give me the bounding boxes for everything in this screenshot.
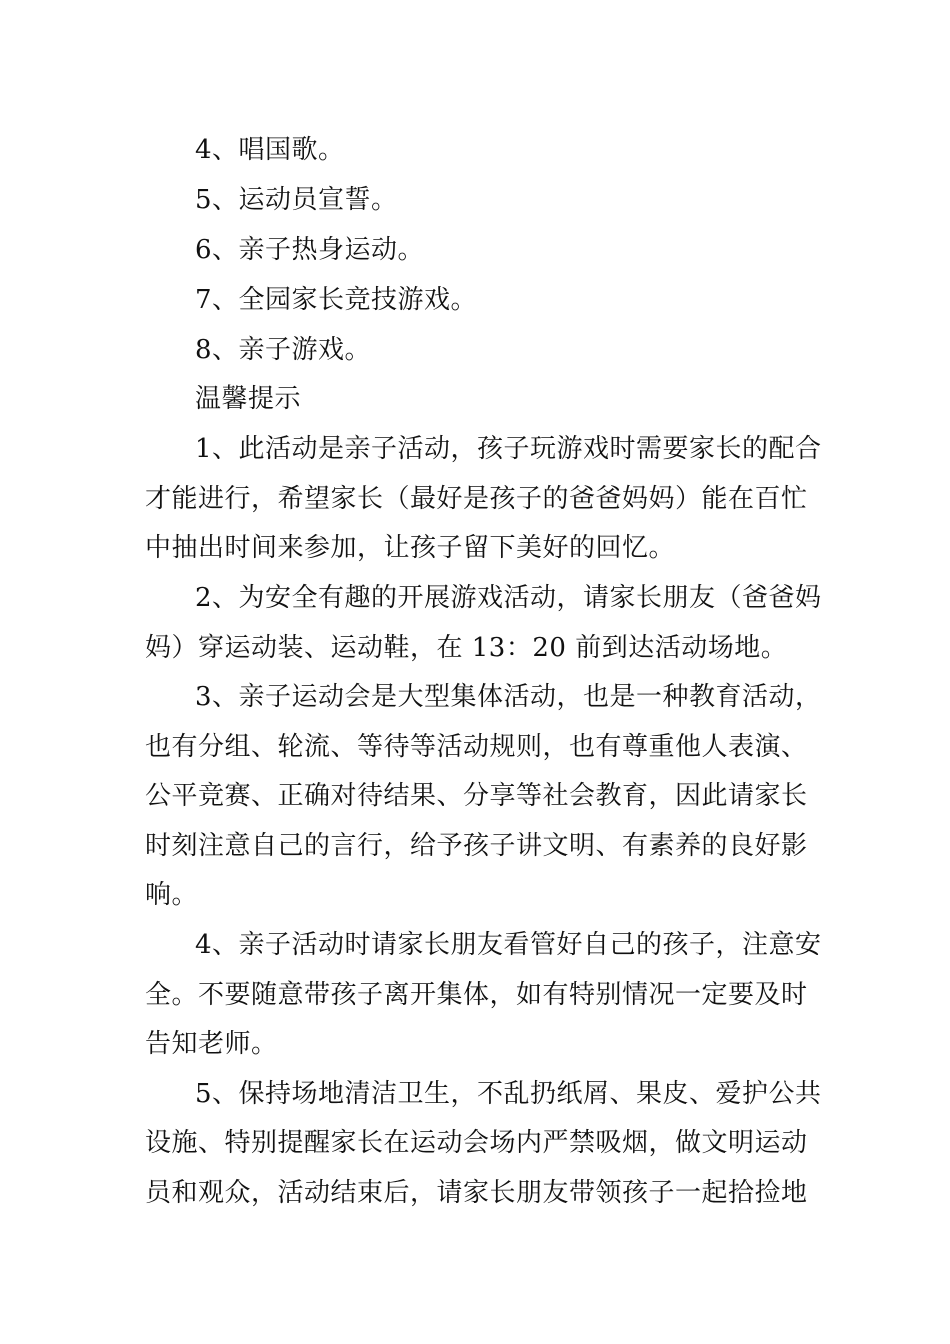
agenda-item: 7、全园家长竞技游戏。: [195, 285, 478, 315]
tip-2-line: 2、为安全有趣的开展游戏活动，请家长朋友（爸爸妈: [195, 583, 822, 613]
tip-1-line: 1、此活动是亲子活动，孩子玩游戏时需要家长的配合: [195, 434, 822, 464]
tip-5-line: 设施、特别提醒家长在运动会场内严禁吸烟，做文明运动: [145, 1128, 808, 1158]
tip-3-line: 时刻注意自己的言行，给予孩子讲文明、有素养的良好影: [145, 831, 808, 861]
tip-1-line: 中抽出时间来参加，让孩子留下美好的回忆。: [145, 533, 676, 563]
agenda-item: 5、运动员宣誓。: [195, 185, 398, 215]
agenda-item: 8、亲子游戏。: [195, 335, 372, 365]
tip-3-line: 3、亲子运动会是大型集体活动，也是一种教育活动，: [195, 682, 822, 712]
tip-2-line: 妈）穿运动装、运动鞋，在 13：20 前到达活动场地。: [145, 633, 788, 663]
tip-4-line: 全。不要随意带孩子离开集体，如有特别情况一定要及时: [145, 980, 808, 1010]
tip-1-line: 才能进行，希望家长（最好是孩子的爸爸妈妈）能在百忙: [145, 484, 808, 514]
tip-4-line: 4、亲子活动时请家长朋友看管好自己的孩子，注意安: [195, 930, 822, 960]
tips-heading: 温馨提示: [195, 384, 302, 414]
tip-3-line: 响。: [145, 880, 199, 910]
tip-4-line: 告知老师。: [145, 1029, 278, 1059]
tip-3-line: 公平竞赛、正确对待结果、分享等社会教育，因此请家长: [145, 781, 808, 811]
tip-5-line: 员和观众，活动结束后，请家长朋友带领孩子一起拾捡地: [145, 1178, 808, 1208]
agenda-item: 4、唱国歌。: [195, 135, 345, 165]
agenda-item: 6、亲子热身运动。: [195, 235, 425, 265]
tip-3-line: 也有分组、轮流、等待等活动规则，也有尊重他人表演、: [145, 732, 808, 762]
tip-5-line: 5、保持场地清洁卫生，不乱扔纸屑、果皮、爱护公共: [195, 1079, 822, 1109]
